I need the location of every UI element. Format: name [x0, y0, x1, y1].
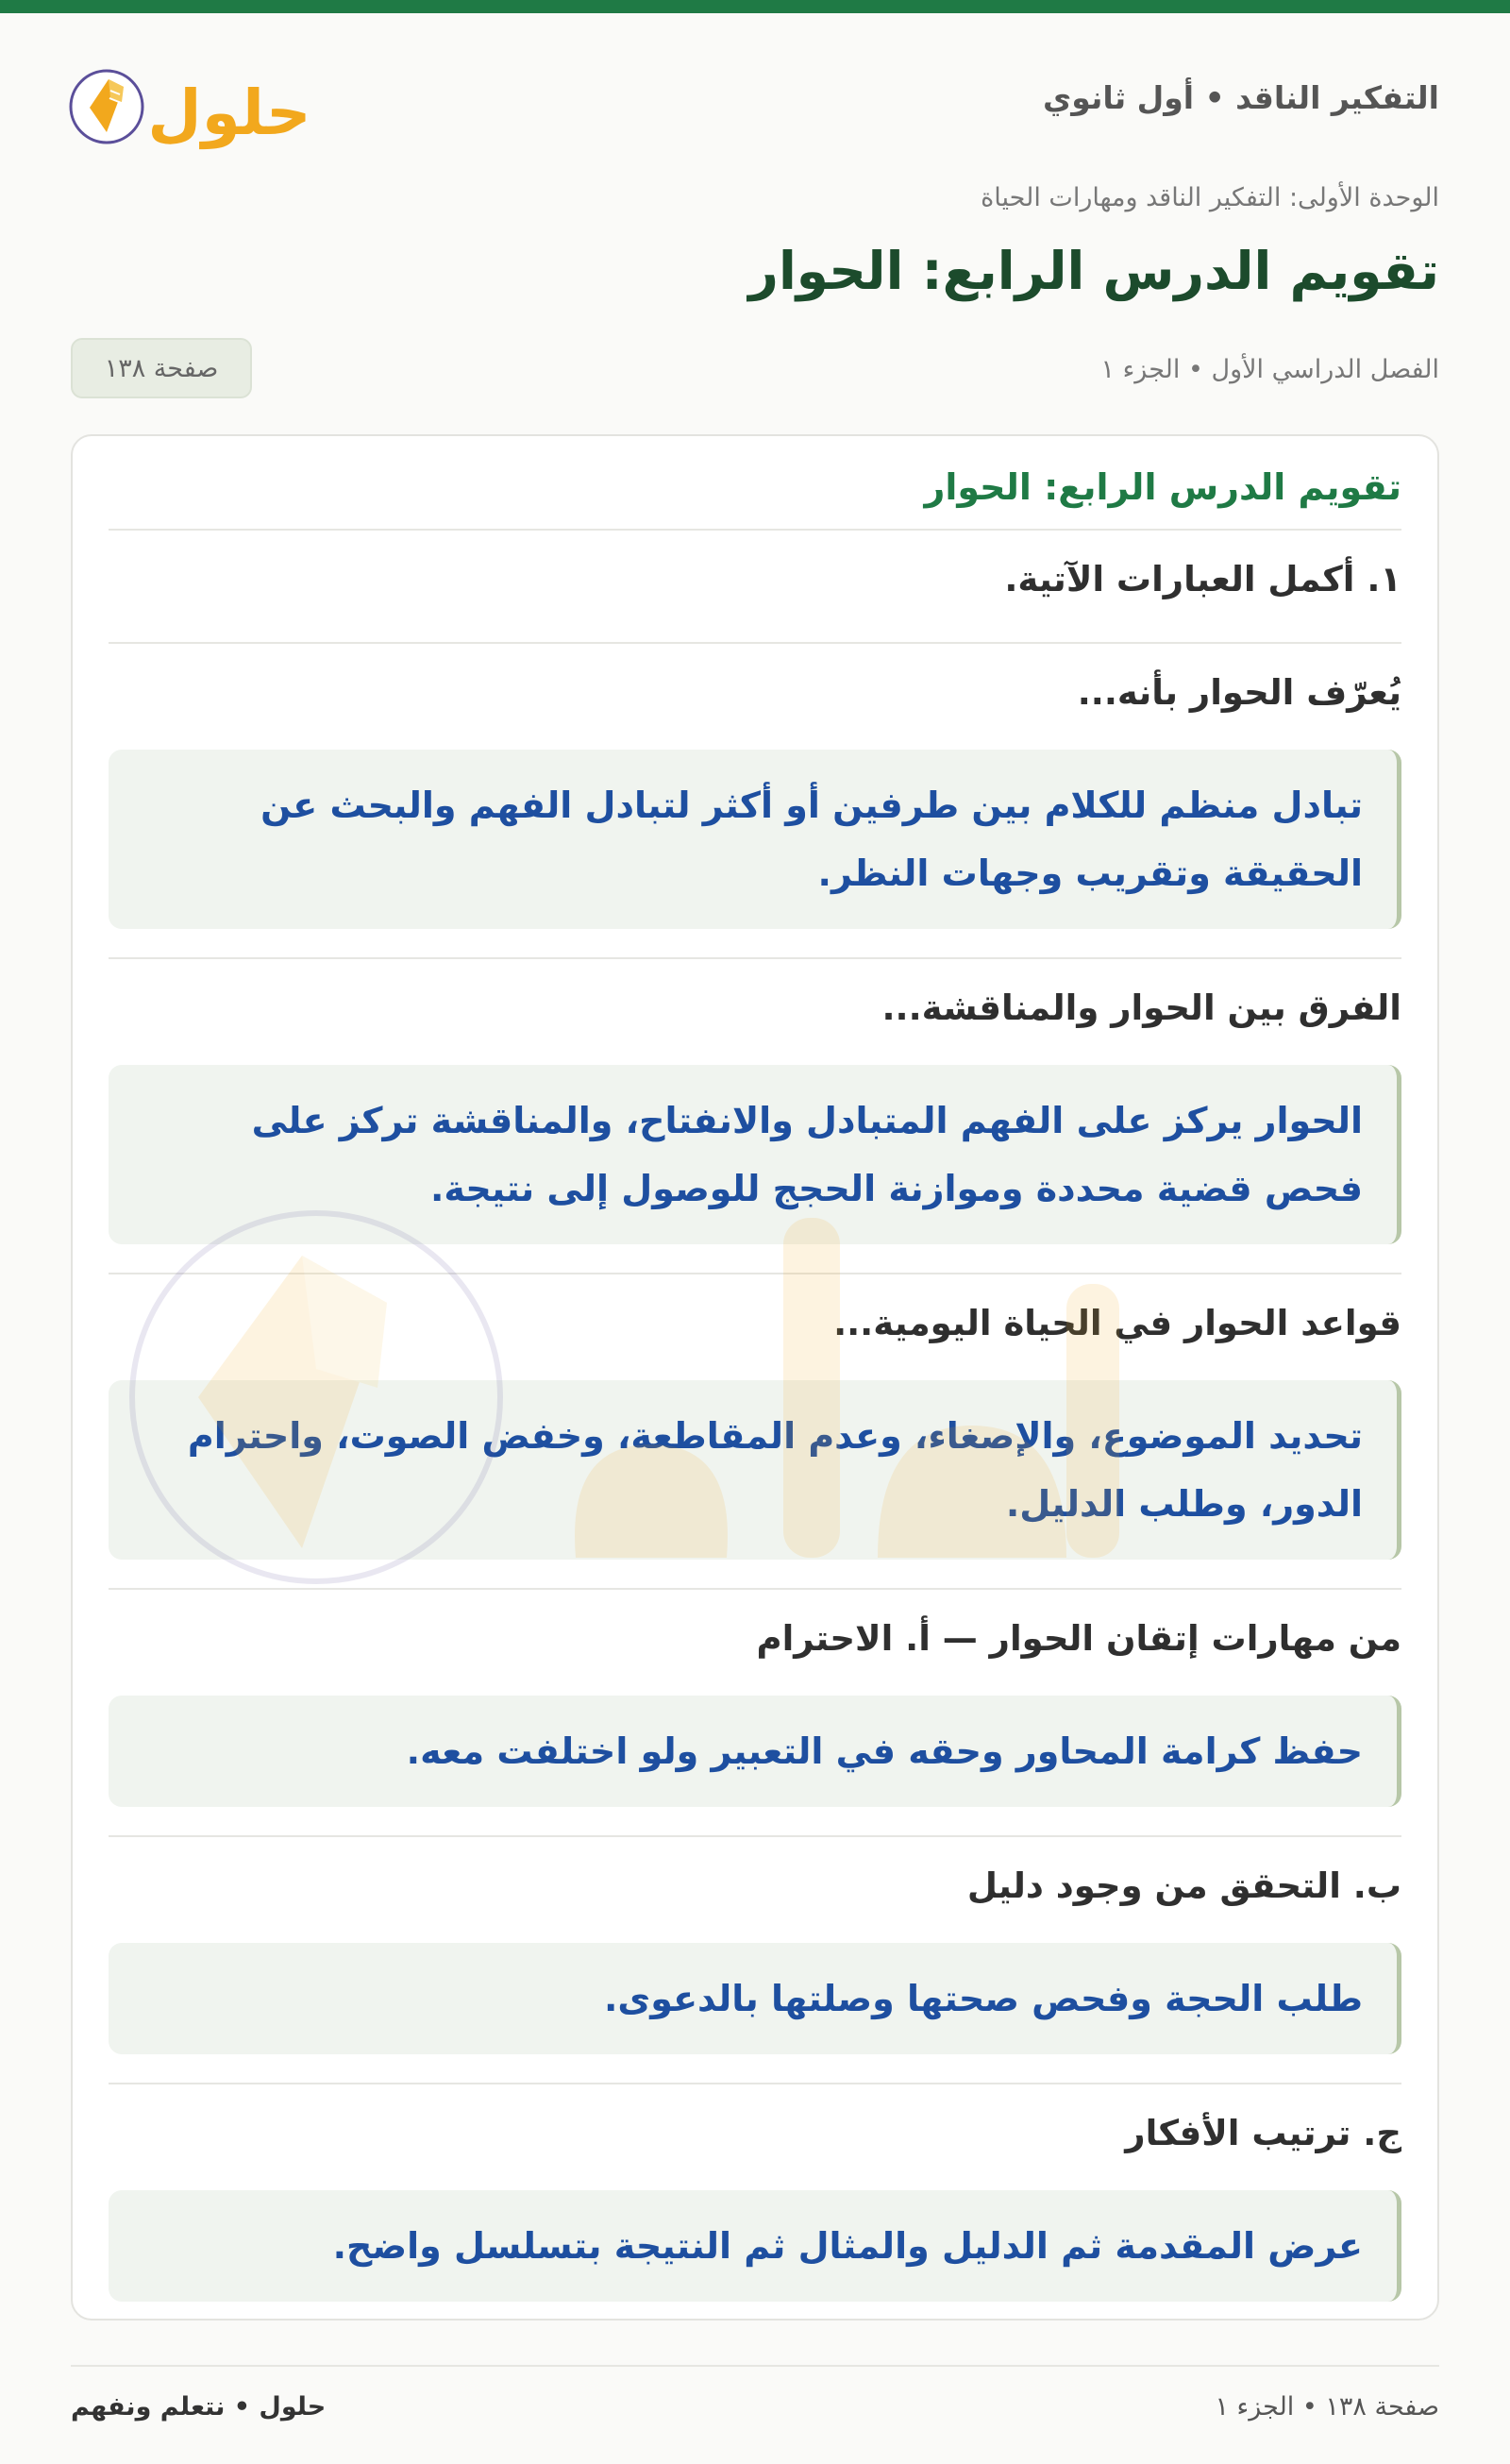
answer-box	[109, 2190, 1401, 2302]
answer-text: تحديد الموضوع، والإصغاء، وعدم المقاطعة، وخفض الصوت، واحترام الدور، وطلب الدليل.	[187, 1415, 1363, 1525]
footer-divider	[71, 2365, 1439, 2367]
answer-box	[109, 750, 1401, 929]
semester-info: الفصل الدراسي الأول • الجزء ١	[1100, 355, 1439, 384]
divider	[109, 2083, 1401, 2084]
unit-title: الوحدة الأولى: التفكير الناقد ومهارات الحياة	[981, 183, 1439, 212]
question-prompt: يُعرّف الحوار بأنه...	[1077, 672, 1401, 713]
answer-text: الحوار يركز على الفهم المتبادل والانفتاح، والمناقشة تركز على فحص قضية محددة وموازنة الحجج للوصول إلى نتيجة.	[251, 1100, 1363, 1209]
subject-title: التفكير الناقد • أول ثانوي	[1043, 79, 1439, 116]
book-logo-icon	[69, 53, 324, 157]
answer-box	[109, 1065, 1401, 1244]
top-accent-bar	[0, 0, 1510, 13]
question-prompt: من مهارات إتقان الحوار — أ. الاحترام	[756, 1618, 1401, 1659]
question-prompt: ج. ترتيب الأفكار	[1125, 2113, 1401, 2153]
answer-text: عرض المقدمة ثم الدليل والمثال ثم النتيجة بتسلسل واضح.	[332, 2225, 1363, 2267]
divider	[109, 1835, 1401, 1837]
divider	[109, 957, 1401, 959]
footer-tagline: حلول • نتعلم ونفهم	[71, 2392, 327, 2422]
divider	[109, 642, 1401, 644]
divider	[109, 1588, 1401, 1590]
answer-box	[109, 1943, 1401, 2054]
page-number-badge: صفحة ١٣٨	[71, 338, 252, 398]
divider	[109, 529, 1401, 531]
divider	[109, 1273, 1401, 1274]
question-prompt: ب. التحقق من وجود دليل	[966, 1865, 1401, 1906]
page-header	[69, 53, 1439, 157]
question-prompt: قواعد الحوار في الحياة اليومية...	[833, 1303, 1401, 1343]
answer-text: تبادل منظم للكلام بين طرفين أو أكثر لتبادل الفهم والبحث عن الحقيقة وتقريب وجهات النظر.	[260, 785, 1363, 894]
logo-wordmark: حلول	[147, 76, 311, 149]
answer-text: حفظ كرامة المحاور وحقه في التعبير ولو اختلفت معه.	[406, 1730, 1363, 1772]
question-prompt: الفرق بين الحوار والمناقشة...	[881, 987, 1401, 1028]
card-title: تقويم الدرس الرابع: الحوار	[924, 466, 1401, 508]
instruction-text: ١. أكمل العبارات الآتية.	[1004, 559, 1401, 599]
footer-page-info: صفحة ١٣٨ • الجزء ١	[1215, 2392, 1439, 2422]
lesson-title: تقويم الدرس الرابع: الحوار	[748, 241, 1439, 301]
brand-logo[interactable]	[69, 53, 324, 157]
exercise-card	[71, 434, 1439, 2321]
answer-text: طلب الحجة وفحص صحتها وصلتها بالدعوى.	[603, 1978, 1363, 2019]
answer-box	[109, 1696, 1401, 1807]
answer-box	[109, 1380, 1401, 1560]
